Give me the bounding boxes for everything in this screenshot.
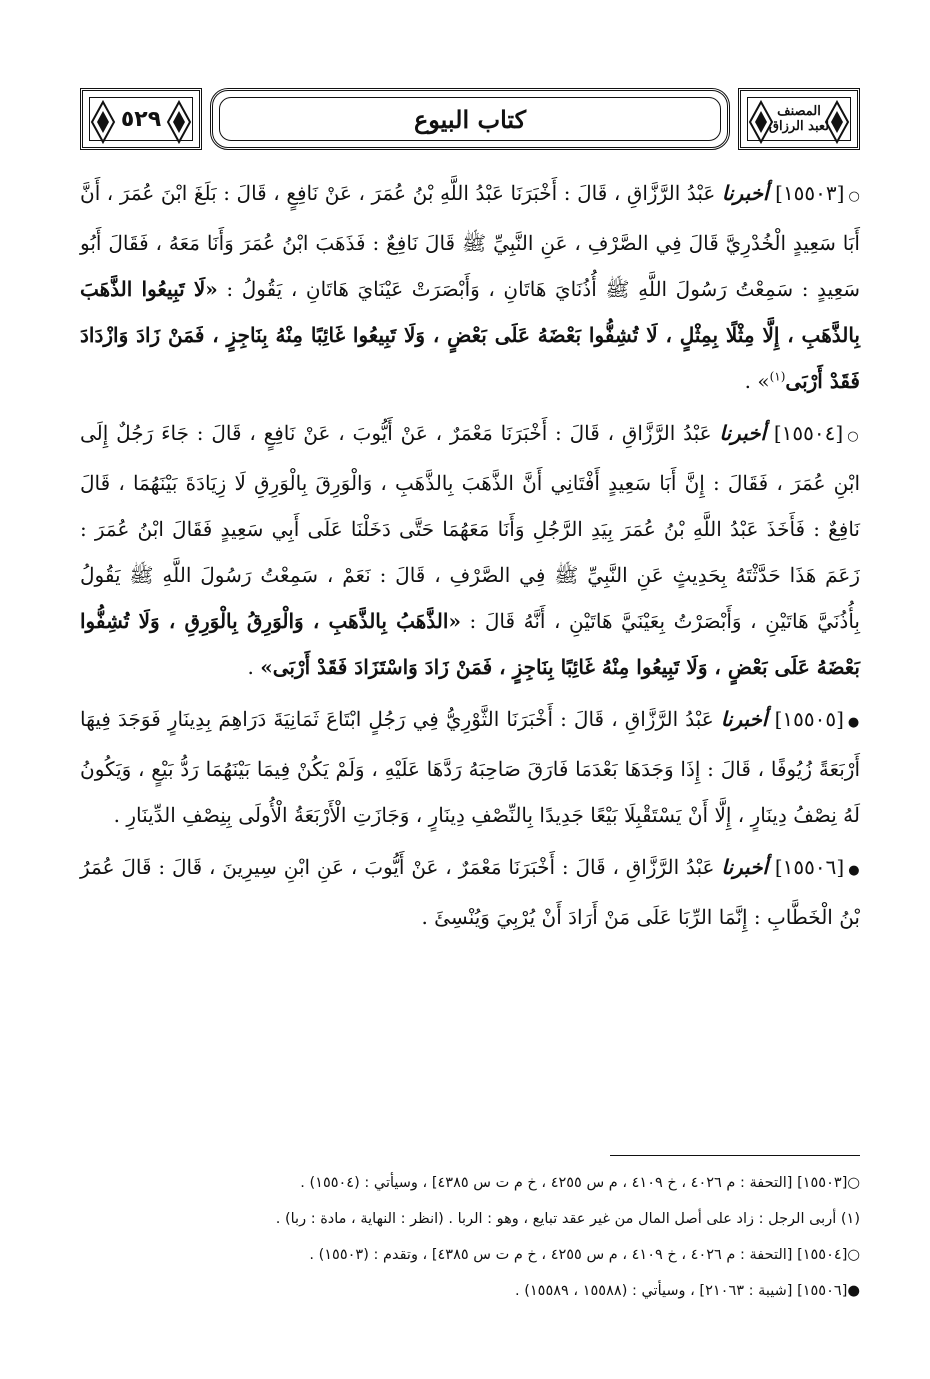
akhbarana-label: أخبرنا [721, 855, 768, 879]
book-logo: المصنف لعبد الرزاق [768, 104, 830, 134]
entry-marker: ● [848, 863, 861, 878]
entry-marker: ● [847, 715, 861, 730]
akhbarana-label: أخبرنا [721, 181, 769, 205]
footnote-ref: (١) [769, 369, 786, 384]
hadith-entry [80, 844, 860, 940]
entry-number: [١٥٥٠٣] [775, 181, 845, 205]
title-box [210, 88, 730, 150]
page-number: ٥٢٩ [120, 106, 162, 132]
footnote-line: (١) أربى الرجل : زاد على أصل المال من غير عقد تبايع ، وهو : الربا . (انظر : النهاية ، مادة : ربا) . [275, 1211, 860, 1227]
hadith-entry [80, 696, 860, 838]
entry-text: عَبْدُ الرَّزَّاقِ ، قَالَ : أَخْبَرَنَا مَعْمَرٌ ، عَنْ أَيُّوبَ ، عَنْ نَافِعٍ ، قَالَ : جَاءَ رَجُلٌ إِلَى ابْنِ عُمَرَ ، فَقَالَ : إِنَّ أَبَا سَعِيدٍ أَفْتَانِي أَنَّ الذَّهَبَ بِالذَّهَبِ ، وَالْوَرِقَ بِالْوَرِقِ لَا زِيَادَةَ بَيْنَهُمَا ، قَالَ نَافِعٌ : فَأَخَذَ عَبْدُ اللَّهِ بْنُ عُمَرَ بِيَدِ الرَّجُلِ وَأَنَا مَعَهُمَا حَتَّى دَخَلْنَا عَلَى أَبِي سَعِيدٍ فَقَالَ ابْنُ عُمَرَ : زَعَمَ هَذَا حَدَّثْتَهُ بِحَدِيثٍ عَنِ النَّبِيِّ ﷺ فِي الصَّرْفِ ، قَالَ : نَعَمْ ، سَمِعْتُ رَسُولَ اللَّهِ ﷺ يَقُولُ بِأُذُنَيَّ هَاتَيْنِ ، وَأَبْصَرْتُ بِعَيْنَيَّ هَاتَيْنِ ، أَنَّهُ قَالَ : [80, 421, 861, 633]
entry-marker: ○ [848, 189, 861, 204]
entry-text: عَبْدُ الرَّزَّاقِ ، قَالَ : أَخْبَرَنَا الثَّوْرِيُّ فِي رَجُلٍ ابْتَاعَ ثَمَانِيَةَ دَرَاهِمَ بِدِينَارٍ فَوَجَدَ فِيهَا أَرْبَعَةً زُيُوفًا ، قَالَ : إِذَا وَجَدَهَا بَعْدَمَا فَارَقَ صَاحِبَهُ رَدَّهَا عَلَيْهِ ، وَلَمْ يَكُنْ فِيمَا بَيْنَهُمَا رَدُّ بَيْعٍ ، وَيَكُونُ لَهُ نِصْفُ دِينَارٍ ، إِلَّا أَنْ يَسْتَقْبِلَا بَيْعًا جَدِيدًا بِالنِّصْفِ دِينَارٍ ، وَجَازَتِ الْأَرْبَعَةُ الْأُولَى بِنِصْفِ الدِّينَارِ . [80, 707, 860, 827]
footnote-divider [610, 1155, 860, 1156]
entry-bold-text: «لَا تَبِيعُوا الذَّهَبَ بِالذَّهَبِ ، إِلَّا مِثْلًا بِمِثْلٍ ، لَا تُشِفُّوا بَعْضَهُ عَلَى بَعْضٍ ، وَلَا تَبِيعُوا غَائِبًا مِنْهُ بِنَاجِزٍ ، فَمَنْ زَادَ وَازْدَادَ فَقَدْ أَرْبَى [80, 277, 860, 393]
entry-tail: . [247, 655, 261, 679]
entry-tail: » . [744, 369, 770, 393]
entry-number: [١٥٥٠٥] [774, 707, 844, 731]
entry-number: [١٥٥٠٤] [773, 421, 844, 445]
entry-text: عَبْدُ الرَّزَّاقِ ، قَالَ : أَخْبَرَنَا عَبْدُ اللَّهِ بْنُ عُمَرَ ، عَنْ نَافِعٍ ، قَالَ : بَلَغَ ابْنَ عُمَرَ ، أَنَّ أَبَا سَعِيدٍ الْخُدْرِيَّ قَالَ فِي الصَّرْفِ ، عَنِ النَّبِيِّ ﷺ قَالَ نَافِعٌ : فَذَهَبَ ابْنُ عُمَرَ وَأَنَا مَعَهُ ، فَقَالَ أَبُو سَعِيدٍ : سَمِعْتُ رَسُولَ اللَّهِ ﷺ أُذُنَايَ هَاتَانِ ، وَأَبْصَرَتْ عَيْنَايَ هَاتَانِ ، يَقُولُ : [80, 181, 860, 301]
ornament-icon [165, 99, 193, 145]
logo-box [738, 88, 860, 150]
page-number-box [80, 88, 202, 150]
ornament-icon [89, 99, 117, 145]
hadith-entry [80, 170, 860, 404]
footnotes [80, 1165, 860, 1309]
entry-marker: ○ [847, 429, 860, 444]
main-text [80, 170, 860, 946]
entry-text: عَبْدُ الرَّزَّاقِ ، قَالَ : أَخْبَرَنَا مَعْمَرٌ ، عَنْ أَيُّوبَ ، عَنِ ابْنِ سِيرِينَ ، قَالَ : قَالَ عُمَرُ بْنُ الْخَطَّابِ : إِنَّمَا الرِّبَا عَلَى مَنْ أَرَادَ أَنْ يُرْبِيَ وَيُنْسِئَ . [80, 855, 860, 929]
hadith-entry [80, 410, 860, 690]
akhbarana-label: أخبرنا [720, 707, 768, 731]
akhbarana-label: أخبرنا [719, 421, 767, 445]
footnote-line: ○[١٥٥٠٣] [التحفة : م ٤٠٢٦ ، خ ٤١٠٩ ، م س ٤٢٥٥ ، خ م ت س ٤٣٨٥] ، وسيأتي : (١٥٥٠٤) . [300, 1175, 860, 1191]
footnote-line: ●[١٥٥٠٦] [شيبة : ٢١٠٦٣] ، وسيأتي : (١٥٥٨٨ ، ١٥٥٨٩) . [514, 1283, 860, 1299]
page-header [80, 88, 860, 150]
footnote-line: ○[١٥٥٠٤] [التحفة : م ٤٠٢٦ ، خ ٤١٠٩ ، م س ٤٢٥٥ ، خ م ت س ٤٣٨٥] ، وتقدم : (١٥٥٠٣) . [309, 1247, 860, 1263]
book-title: كتاب البيوع [413, 104, 527, 134]
entry-bold-text: «الذَّهَبُ بِالذَّهَبِ ، وَالْوَرِقُ بِالْوَرِقِ ، وَلَا تُشِفُّوا بَعْضَهُ عَلَى بَعْضٍ ، وَلَا تَبِيعُوا مِنْهُ غَائِبًا بِنَاجِزٍ ، فَمَنْ زَادَ وَاسْتَزَادَ فَقَدْ أَرْبَى» [80, 609, 860, 679]
entry-number: [١٥٥٠٦] [774, 855, 845, 879]
